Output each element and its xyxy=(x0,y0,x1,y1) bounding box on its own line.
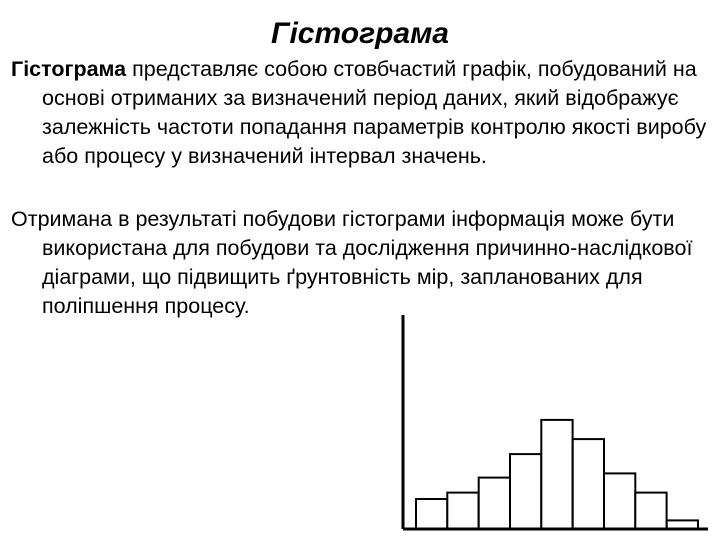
histogram-bar-1 xyxy=(416,499,447,529)
histogram-bar-7 xyxy=(604,473,635,529)
histogram-bar-6 xyxy=(573,439,604,529)
slide-title: Гістограма xyxy=(271,17,449,50)
histogram-bar-5 xyxy=(541,420,572,529)
histogram-bars xyxy=(416,420,698,529)
definition-text: представляє собою стовбчастий графік, побудований на основі отриманих за визначений період даних, який відображує залежність частоти попадання параметрів контролю якості виробу або процесу у визначений інтервал значень. xyxy=(42,57,707,168)
histogram-bar-3 xyxy=(479,478,510,529)
histogram-bar-4 xyxy=(510,454,541,529)
histogram-bar-8 xyxy=(635,493,666,529)
histogram-usage-paragraph: Отримана в результаті побудови гістограми інформація може бути використана для побудови та дослідження причинно-наслідкової діаграми, що підвищить ґрунтовність мір, запланованих для поліпшення процесу. xyxy=(11,207,693,318)
histogram-chart xyxy=(398,312,710,532)
lead-term: Гістограма xyxy=(11,57,127,81)
histogram-bar-2 xyxy=(447,493,478,529)
histogram-definition-paragraph xyxy=(11,55,720,171)
